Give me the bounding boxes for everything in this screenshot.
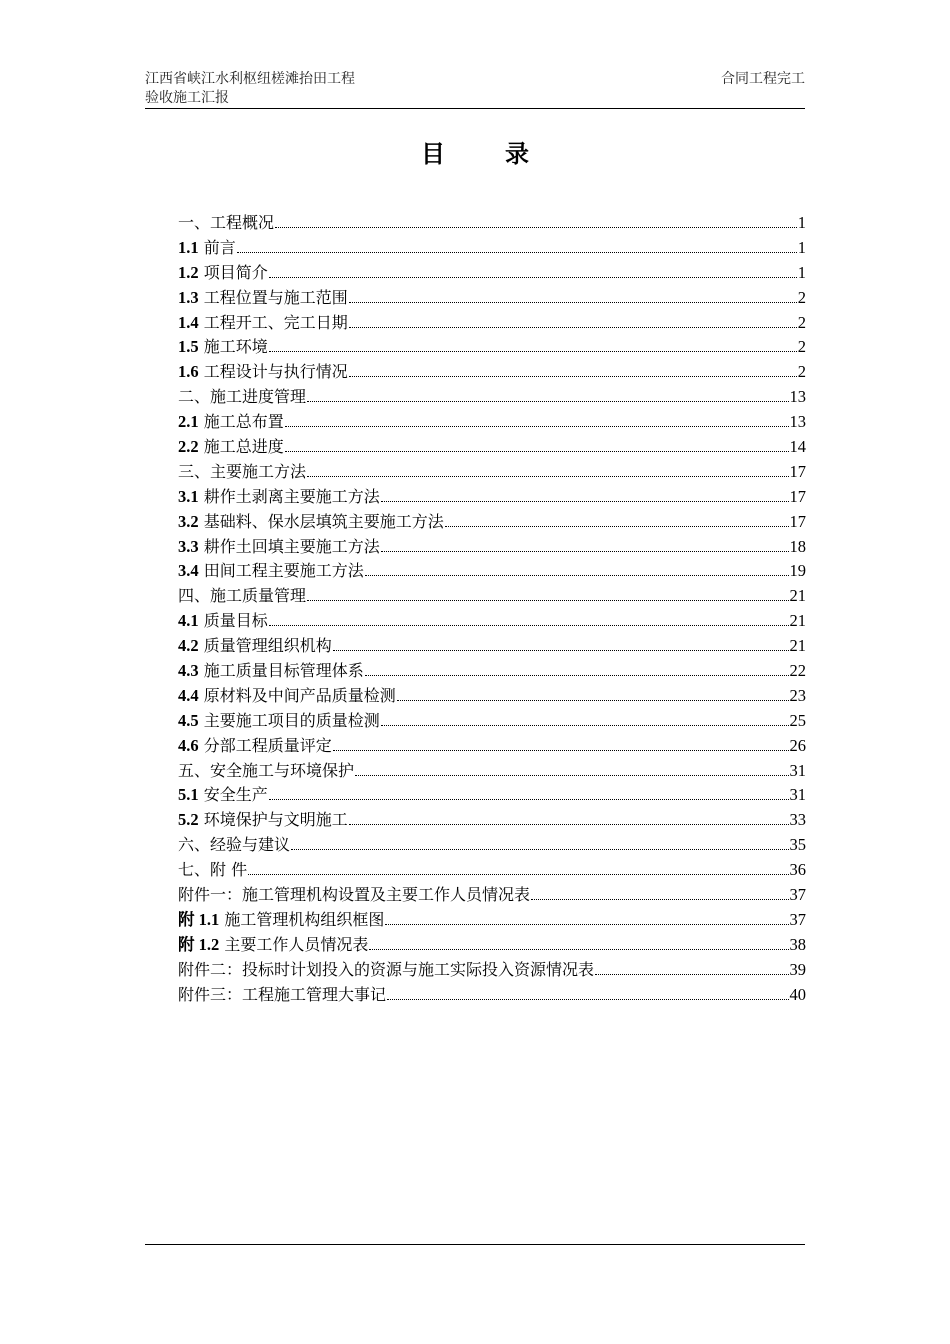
toc-leader-dots xyxy=(365,675,789,676)
toc-entry-label xyxy=(178,261,268,286)
toc-leader-dots xyxy=(365,575,789,576)
toc-entry[interactable] xyxy=(178,734,806,759)
toc-entry[interactable] xyxy=(178,709,806,734)
toc-leader-dots xyxy=(275,227,797,228)
toc-entry-number: 4.5 xyxy=(178,710,199,730)
toc-entry[interactable] xyxy=(178,933,806,958)
toc-entry-label xyxy=(178,684,396,709)
toc-entry[interactable] xyxy=(178,510,806,535)
toc-entry[interactable] xyxy=(178,684,806,709)
toc-entry-label xyxy=(178,460,306,485)
toc-entry-text: 质量管理组织机构 xyxy=(203,636,332,656)
toc-entry-page: 17 xyxy=(789,461,806,481)
toc-leader-dots xyxy=(387,999,788,1000)
toc-entry-number: 5.2 xyxy=(178,810,199,830)
toc-entry-page: 2 xyxy=(797,337,806,357)
toc-leader-dots xyxy=(269,799,789,800)
toc-entry-page: 21 xyxy=(789,586,806,606)
toc-entry-page: 35 xyxy=(789,835,806,855)
toc-entry-label xyxy=(178,559,364,584)
toc-entry-label xyxy=(178,286,348,311)
toc-entry-text: 五、安全施工与环境保护 xyxy=(178,760,355,780)
toc-entry-number: 附 1.1 xyxy=(178,909,220,929)
toc-entry-text: 前言 xyxy=(203,237,236,257)
toc-entry-number: 4.4 xyxy=(178,685,199,705)
toc-entry[interactable] xyxy=(178,584,806,609)
toc-leader-dots xyxy=(349,376,797,377)
toc-entry[interactable] xyxy=(178,535,806,560)
toc-entry-page: 18 xyxy=(789,536,806,556)
toc-entry-page: 1 xyxy=(797,262,806,282)
toc-entry-text: 主要工作人员情况表 xyxy=(224,934,369,954)
toc-entry-label xyxy=(178,410,284,435)
title-char-1: 目 xyxy=(421,140,445,168)
toc-leader-dots xyxy=(269,277,797,278)
toc-leader-dots xyxy=(385,924,788,925)
toc-entry-text: 工程开工、完工日期 xyxy=(203,312,348,332)
toc-leader-dots xyxy=(307,476,788,477)
toc-entry-label xyxy=(178,858,247,883)
toc-entry-label xyxy=(178,659,364,684)
toc-entry-page: 21 xyxy=(789,636,806,656)
toc-entry-text: 七、附 件 xyxy=(178,860,248,880)
toc-entry-text: 项目简介 xyxy=(203,262,268,282)
toc-entry-number: 附 1.2 xyxy=(178,934,220,954)
toc-entry-page: 1 xyxy=(797,213,806,232)
toc-entry-label xyxy=(178,584,306,609)
toc-entry-page: 17 xyxy=(789,486,806,506)
page-header xyxy=(145,70,805,109)
toc-entry-text: 附件一：施工管理机构设置及主要工作人员情况表 xyxy=(178,885,531,905)
toc-entry-number: 2.2 xyxy=(178,437,199,457)
toc-entry-page: 14 xyxy=(789,437,806,457)
toc-entry[interactable] xyxy=(178,360,806,385)
toc-leader-dots xyxy=(285,426,789,427)
toc-leader-dots xyxy=(355,775,788,776)
toc-leader-dots xyxy=(595,974,788,975)
toc-entry[interactable] xyxy=(178,883,806,908)
toc-entry-label xyxy=(178,360,348,385)
toc-entry-page: 13 xyxy=(789,387,806,407)
toc-entry-number: 3.3 xyxy=(178,536,199,556)
toc-entry[interactable] xyxy=(178,211,806,236)
toc-leader-dots xyxy=(349,327,797,328)
toc-entry-number: 4.1 xyxy=(178,611,199,631)
toc-entry-page: 39 xyxy=(789,959,806,979)
toc-entry-page: 1 xyxy=(797,237,806,257)
toc-entry[interactable] xyxy=(178,833,806,858)
toc-entry[interactable] xyxy=(178,958,806,983)
toc-entry-page: 2 xyxy=(797,362,806,382)
toc-entry-page: 21 xyxy=(789,611,806,631)
toc-leader-dots xyxy=(381,501,789,502)
toc-entry[interactable] xyxy=(178,485,806,510)
toc-entry-text: 工程位置与施工范围 xyxy=(203,287,348,307)
toc-entry-text: 质量目标 xyxy=(203,611,268,631)
toc-entry-page: 19 xyxy=(789,561,806,581)
toc-entry-page: 36 xyxy=(789,860,806,880)
toc-leader-dots xyxy=(369,949,788,950)
toc-leader-dots xyxy=(248,874,788,875)
toc-entry-label xyxy=(178,236,236,261)
header-project-name: 江西省峡江水利枢纽槎滩抬田工程 xyxy=(145,71,355,87)
toc-entry-number: 1.6 xyxy=(178,362,199,382)
toc-entry-page: 22 xyxy=(789,661,806,681)
toc-entry-page: 25 xyxy=(789,710,806,730)
toc-entry-text: 施工环境 xyxy=(203,337,268,357)
toc-entry-label xyxy=(178,335,268,360)
toc-entry-text: 耕作土回填主要施工方法 xyxy=(203,536,380,556)
toc-entry-label xyxy=(178,983,386,1008)
header-report-name: 验收施工汇报 xyxy=(145,90,229,106)
toc-entry-page: 2 xyxy=(797,312,806,332)
toc-leader-dots xyxy=(381,725,789,726)
toc-leader-dots xyxy=(269,351,797,352)
toc-leader-dots xyxy=(307,401,788,402)
toc-leader-dots xyxy=(349,302,797,303)
toc-entry-number: 1.3 xyxy=(178,287,199,307)
footer-divider xyxy=(145,1244,805,1245)
toc-entry-label xyxy=(178,883,530,908)
toc-entry-number: 1.4 xyxy=(178,312,199,332)
toc-entry-text: 二、施工进度管理 xyxy=(178,387,307,407)
toc-entry-page: 38 xyxy=(789,934,806,954)
toc-entry[interactable] xyxy=(178,559,806,584)
toc-entry-label xyxy=(178,958,594,983)
toc-leader-dots xyxy=(307,600,788,601)
toc-entry-label xyxy=(178,933,368,958)
toc-entry-label xyxy=(178,535,380,560)
toc-entry-text: 施工总布置 xyxy=(203,412,284,432)
toc-entry[interactable] xyxy=(178,261,806,286)
toc-leader-dots xyxy=(381,551,789,552)
toc-entry-text: 基础料、保水层填筑主要施工方法 xyxy=(203,511,444,531)
toc-entry-label xyxy=(178,609,268,634)
toc-entry-text: 主要施工项目的质量检测 xyxy=(203,710,380,730)
toc-entry-number: 5.1 xyxy=(178,785,199,805)
title-char-2: 录 xyxy=(505,140,529,168)
toc-entry-label xyxy=(178,211,274,236)
toc-entry-number: 2.1 xyxy=(178,412,199,432)
toc-entry[interactable] xyxy=(178,983,806,1008)
toc-entry-number: 1.5 xyxy=(178,337,199,357)
toc-entry[interactable] xyxy=(178,659,806,684)
toc-leader-dots xyxy=(531,899,788,900)
toc-entry-label xyxy=(178,311,348,336)
toc-entry-page: 26 xyxy=(789,735,806,755)
toc-entry-text: 工程设计与执行情况 xyxy=(203,362,348,382)
toc-entry-text: 安全生产 xyxy=(203,785,268,805)
toc-entry[interactable] xyxy=(178,908,806,933)
toc-entry-text: 环境保护与文明施工 xyxy=(203,810,348,830)
toc-entry-number: 3.1 xyxy=(178,486,199,506)
toc-entry-page: 33 xyxy=(789,810,806,830)
toc-entry-number: 4.6 xyxy=(178,735,199,755)
toc-leader-dots xyxy=(445,526,789,527)
toc-entry-text: 三、主要施工方法 xyxy=(178,461,307,481)
toc-leader-dots xyxy=(237,252,797,253)
toc-leader-dots xyxy=(269,625,789,626)
toc-entry-number: 3.4 xyxy=(178,561,199,581)
toc-entry-text: 田间工程主要施工方法 xyxy=(203,561,364,581)
toc-entry-page: 2 xyxy=(797,287,806,307)
toc-entry-label xyxy=(178,485,380,510)
toc-entry-text: 四、施工质量管理 xyxy=(178,586,307,606)
toc-entry-label xyxy=(178,435,284,460)
toc-entry[interactable] xyxy=(178,410,806,435)
toc-entry-number: 1.2 xyxy=(178,262,199,282)
toc-leader-dots xyxy=(349,824,789,825)
toc-entry-text: 施工质量目标管理体系 xyxy=(203,661,364,681)
toc-entry-text: 附件二：投标时计划投入的资源与施工实际投入资源情况表 xyxy=(178,959,595,979)
toc-entry-page: 17 xyxy=(789,511,806,531)
toc-entry-label xyxy=(178,783,268,808)
toc-leader-dots xyxy=(333,650,789,651)
header-left xyxy=(145,70,355,108)
toc-entry-text: 附件三：工程施工管理大事记 xyxy=(178,984,387,1004)
toc-entry[interactable] xyxy=(178,609,806,634)
toc-entry-page: 23 xyxy=(789,685,806,705)
header-right: 合同工程完工 xyxy=(721,71,805,87)
toc-leader-dots xyxy=(333,750,789,751)
toc-entry[interactable] xyxy=(178,435,806,460)
toc-entry-label xyxy=(178,385,306,410)
toc-entry-label xyxy=(178,734,332,759)
toc-entry[interactable] xyxy=(178,311,806,336)
toc-entry-label xyxy=(178,833,290,858)
page-title xyxy=(0,134,950,169)
toc-entry-label xyxy=(178,510,444,535)
toc-leader-dots xyxy=(285,451,789,452)
toc-entry[interactable] xyxy=(178,858,806,883)
toc-entry-text: 原材料及中间产品质量检测 xyxy=(203,685,396,705)
toc-leader-dots xyxy=(397,700,789,701)
toc-entry-text: 六、经验与建议 xyxy=(178,835,291,855)
toc-entry-label xyxy=(178,808,348,833)
toc-entry-page: 37 xyxy=(789,885,806,905)
toc-entry-text: 施工管理机构组织框图 xyxy=(224,909,385,929)
toc-leader-dots xyxy=(291,849,788,850)
toc-entry-number: 4.2 xyxy=(178,636,199,656)
toc-entry[interactable] xyxy=(178,335,806,360)
toc-entry-text: 分部工程质量评定 xyxy=(203,735,332,755)
toc-entry-number: 3.2 xyxy=(178,511,199,531)
toc-entry-page: 40 xyxy=(789,984,806,1004)
toc-entry[interactable] xyxy=(178,236,806,261)
toc-entry[interactable] xyxy=(178,385,806,410)
toc-entry[interactable] xyxy=(178,460,806,485)
toc-entry-label xyxy=(178,908,384,933)
toc-entry-text: 耕作土剥离主要施工方法 xyxy=(203,486,380,506)
toc-entry-page: 31 xyxy=(789,760,806,780)
toc-entry-text: 施工总进度 xyxy=(203,437,284,457)
toc-entry[interactable] xyxy=(178,808,806,833)
toc-entry-number: 4.3 xyxy=(178,661,199,681)
toc-entry-number: 1.1 xyxy=(178,237,199,257)
toc-entry-page: 13 xyxy=(789,412,806,432)
toc-entry-label xyxy=(178,634,332,659)
toc-entry-label xyxy=(178,759,354,784)
toc-entry-page: 31 xyxy=(789,785,806,805)
table-of-contents xyxy=(178,211,806,1008)
toc-entry[interactable] xyxy=(178,783,806,808)
toc-entry[interactable] xyxy=(178,286,806,311)
toc-entry-page: 37 xyxy=(789,909,806,929)
toc-entry-label xyxy=(178,709,380,734)
toc-entry-text: 一、工程概况 xyxy=(178,213,275,232)
toc-entry[interactable] xyxy=(178,634,806,659)
toc-entry[interactable] xyxy=(178,759,806,784)
